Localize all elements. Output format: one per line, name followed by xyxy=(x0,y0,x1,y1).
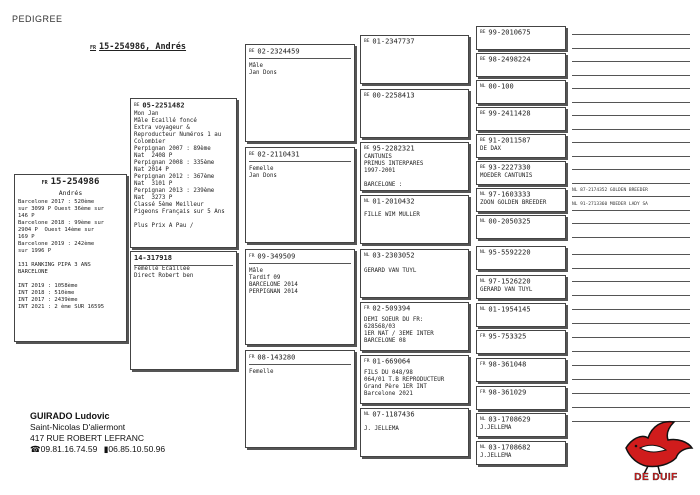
ring-number: 02-509394 xyxy=(372,304,411,313)
gen6-line xyxy=(572,256,690,269)
country-code: NL xyxy=(364,199,370,204)
sire-card xyxy=(130,98,237,248)
country-code: NL xyxy=(480,84,486,89)
ring-number: 02-2324459 xyxy=(257,47,300,56)
country-code: BE xyxy=(480,138,486,143)
ring-number: 03-2303052 xyxy=(372,251,415,260)
gen6-line xyxy=(572,242,690,255)
country-code: FR xyxy=(364,359,370,364)
gen6-line xyxy=(572,90,690,103)
gen5-card-6 xyxy=(476,161,566,185)
gen5-card-12 xyxy=(476,330,566,354)
ring-number: 01-669064 xyxy=(372,357,411,366)
gen6-line xyxy=(572,198,690,211)
gen6-line xyxy=(572,283,690,296)
gen5-card-16 xyxy=(476,441,566,465)
gen6-line xyxy=(572,49,690,62)
divider xyxy=(249,161,351,162)
pigeon-notes: Femelle xyxy=(249,368,274,375)
pigeon-notes: ZOON GOLDEN BREEDER xyxy=(480,199,547,206)
country-code: NL xyxy=(480,250,486,255)
country-code: NL xyxy=(480,192,486,197)
gen6-note: NL 91-2713360 MOEDER LADY SA xyxy=(572,202,648,207)
sire-ring: 05-2251482 xyxy=(142,101,185,110)
pigeon-notes: MOEDER CANTUNIS xyxy=(480,172,533,179)
country-code: BE xyxy=(249,152,255,157)
gen4-card-3 xyxy=(360,142,469,191)
ring-number: 08-143280 xyxy=(257,353,296,362)
pigeon-notes: J.JELLEMA xyxy=(480,452,512,459)
mobile-icon: ▮ xyxy=(103,444,109,454)
pigeon-notes: GERARD VAN TUYL xyxy=(480,286,533,293)
ring-number: 91-2011587 xyxy=(488,136,531,145)
gen3-card-3 xyxy=(245,249,355,345)
gen6-line xyxy=(572,325,690,338)
divider xyxy=(249,263,351,264)
gen6-line xyxy=(572,311,690,324)
gen6-line xyxy=(572,184,690,197)
gen4-card-1 xyxy=(360,35,469,84)
country-code: BE xyxy=(480,57,486,62)
gen6-line xyxy=(572,171,690,184)
de-duif-logo xyxy=(618,418,694,488)
country-code: FR xyxy=(364,306,370,311)
country-code: FR xyxy=(480,362,486,367)
ring-number: 97-1526220 xyxy=(488,277,531,286)
gen3-card-4 xyxy=(245,350,355,448)
ring-number: 07-1187436 xyxy=(372,410,415,419)
pigeon-notes: J. JELLEMA xyxy=(364,425,399,432)
ring-number: 00-2258413 xyxy=(372,91,415,100)
gen4-card-5 xyxy=(360,249,469,298)
gen6-line xyxy=(572,36,690,49)
ring-number: 95-753325 xyxy=(488,332,527,341)
gen6-line xyxy=(572,395,690,408)
gen5-card-10 xyxy=(476,275,566,299)
gen5-card-15 xyxy=(476,413,566,437)
gen4-card-7 xyxy=(360,355,469,404)
ring-number: 98-361029 xyxy=(488,388,527,397)
gen4-card-8 xyxy=(360,408,469,457)
gen6-line xyxy=(572,63,690,76)
dam-ring: 14-317918 xyxy=(134,254,172,262)
ring-number: 99-2010675 xyxy=(488,28,531,37)
gen6-line xyxy=(572,339,690,352)
gen5-card-1 xyxy=(476,26,566,50)
ring-number: 98-2498224 xyxy=(488,55,531,64)
country-code: BE xyxy=(364,146,370,151)
subject-notes: Barcelone 2017 : 520ème sur 3099 P Ouest 36ème sur 146 P Barcelone 2018 : 99ème sur 2904 P Ouest 14ème sur 169 P Barcelone 2019 : 242ème sur 1996 P 131 RANKING PIPA 3 ANS BARCELONE INT 2019 : 1058ème INT 2018 : 510ème INT 2017 : 2439ème INT 2021 : 2 ème SUR 16595 xyxy=(18,199,105,310)
dam-card xyxy=(130,251,237,370)
country-code: NL xyxy=(480,307,486,312)
phone-icon: ☎ xyxy=(30,444,41,454)
sire-ring-line xyxy=(134,101,233,111)
gen4-card-2 xyxy=(360,89,469,138)
owner-block xyxy=(30,411,165,455)
gen5-card-3 xyxy=(476,80,566,104)
country-code: BE xyxy=(480,165,486,170)
country-code: BE xyxy=(480,111,486,116)
pigeon-notes: Mâle Jan Dons xyxy=(249,62,277,76)
subject-name: Andrés xyxy=(58,189,83,197)
subject-ring-line xyxy=(18,177,123,189)
ring-number: 95-5592220 xyxy=(488,248,531,257)
pigeon-notes: J.JELLEMA xyxy=(480,424,512,431)
gen5-card-14 xyxy=(476,386,566,410)
ring-number: 09-349509 xyxy=(257,252,296,261)
ring-number: 00-2050325 xyxy=(488,217,531,226)
divider xyxy=(134,265,233,266)
pigeon-notes: DEMI SOEUR DU FR: 628568/03 1ER NAT / 3EME INTER BARCELONE 08 xyxy=(364,316,434,344)
divider xyxy=(249,58,351,59)
country-code: FR xyxy=(480,334,486,339)
gen5-card-7 xyxy=(476,188,566,212)
country-code: BE xyxy=(364,93,370,98)
country-code: BE xyxy=(249,49,255,54)
owner-city: Saint-Nicolas D'aliermont xyxy=(30,422,126,432)
ring-number: 95-2282321 xyxy=(372,144,415,153)
gen6-line xyxy=(572,211,690,224)
owner-mobile: 06.85.10.50.96 xyxy=(108,444,166,454)
gen6-line xyxy=(572,76,690,89)
pigeon-notes: Mâle Tardif 09 BARCELONE 2014 PERPIGNAN 2014 xyxy=(249,267,298,295)
gen6-line xyxy=(572,103,690,116)
pigeon-notes: Femelle Jan Dons xyxy=(249,165,277,179)
gen6-line xyxy=(572,297,690,310)
gen4-card-6 xyxy=(360,302,469,351)
gen5-card-8 xyxy=(476,215,566,239)
page-title: PEDIGREE xyxy=(12,14,63,24)
gen4-card-4 xyxy=(360,195,469,244)
gen5-card-5 xyxy=(476,134,566,158)
ring-number: 98-361048 xyxy=(488,360,527,369)
divider xyxy=(249,364,351,365)
owner-phone: 09.81.16.74.59 xyxy=(40,444,98,454)
country-code: NL xyxy=(480,279,486,284)
owner-phones xyxy=(30,444,165,455)
pigeon-notes: FILLE WIM MULLER xyxy=(364,211,420,218)
dam-notes: Femelle Ecaillée Direct Robert ben xyxy=(134,266,194,279)
owner-name: GUIRADO Ludovic xyxy=(30,411,110,421)
gen6-line xyxy=(572,22,690,35)
sire-notes: Mon Jan Mâle Ecaillé foncé Extra voyageur & Reproducteur Numéros 1 au Colombier Perpignan 2007 : 89ème Nat 2408 P Perpignan 2008 : 335ème Nat 2014 P Perpignan 2012 : 367ème Nat 3101 P Perpignan 2013 : 239ème Nat 3273 P Classé 5ème Meilleur Pigeons Français sur 5 Ans Plus Prix A Pau / xyxy=(134,110,225,229)
ring-number: 01-1954145 xyxy=(488,305,531,314)
pigeon-notes: FILS DU 048/98 064/01 T.B REPRODUCTEUR Grand Père 1ER INT Barcelone 2021 xyxy=(364,369,445,397)
gen6-line xyxy=(572,367,690,380)
subject-card xyxy=(14,174,127,342)
country-code: FR xyxy=(480,390,486,395)
gen3-card-2 xyxy=(245,147,355,243)
dam-ring-line xyxy=(134,254,233,263)
country-code: NL xyxy=(480,445,486,450)
ring-number: 93-2227330 xyxy=(488,163,531,172)
ring-number: 02-2110431 xyxy=(257,150,300,159)
subject-heading xyxy=(90,42,186,52)
pigeon-notes: DE DAX xyxy=(480,145,501,152)
ring-number: 03-1708682 xyxy=(488,443,531,452)
country-code: FR xyxy=(90,45,97,51)
subject-ring: 15-254986, Andrés xyxy=(99,42,187,52)
gen5-card-9 xyxy=(476,246,566,270)
country-code: FR xyxy=(41,180,48,186)
gen6-line xyxy=(572,144,690,157)
ring-number: 01-2010432 xyxy=(372,197,415,206)
gen6-line xyxy=(572,353,690,366)
pigeon-notes: CANTUNIS PRIMUS INTERPARES 1997-2001 BARCELONE : xyxy=(364,153,424,188)
country-code: BE xyxy=(364,39,370,44)
subject-ring: 15-254986 xyxy=(50,177,100,187)
gen6-line xyxy=(572,381,690,394)
country-code: NL xyxy=(364,412,370,417)
gen6-note: NL 87-2174352 GOLDEN BREEDER xyxy=(572,188,648,193)
gen5-card-4 xyxy=(476,107,566,131)
gen6-line xyxy=(572,157,690,170)
country-code: NL xyxy=(480,219,486,224)
country-code: BE xyxy=(134,103,140,108)
country-code: BE xyxy=(480,30,486,35)
country-code: NL xyxy=(364,253,370,258)
ring-number: 00-100 xyxy=(488,82,514,91)
gen5-card-2 xyxy=(476,53,566,77)
gen5-card-13 xyxy=(476,358,566,382)
pigeon-notes: GERARD VAN TUYL xyxy=(364,267,417,274)
logo-text: DE DUIF xyxy=(634,472,678,483)
gen5-card-11 xyxy=(476,303,566,327)
ring-number: 97-1603333 xyxy=(488,190,531,199)
country-code: FR xyxy=(249,355,255,360)
country-code: FR xyxy=(249,254,255,259)
ring-number: 03-1708629 xyxy=(488,415,531,424)
gen6-line xyxy=(572,269,690,282)
owner-address: 417 RUE ROBERT LEFRANC xyxy=(30,433,144,443)
ring-number: 99-2411428 xyxy=(488,109,531,118)
gen6-line xyxy=(572,117,690,130)
country-code: NL xyxy=(480,417,486,422)
gen6-line xyxy=(572,225,690,238)
gen3-card-1 xyxy=(245,44,355,142)
gen6-line xyxy=(572,130,690,143)
ring-number: 01-2347737 xyxy=(372,37,415,46)
